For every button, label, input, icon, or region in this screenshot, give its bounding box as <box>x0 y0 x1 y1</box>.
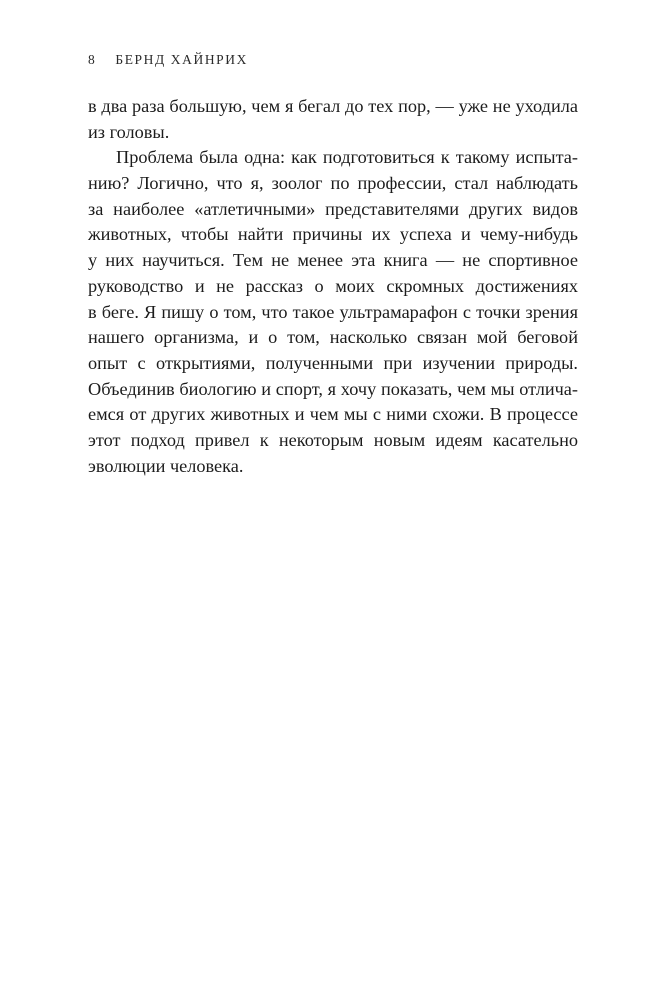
text-line: в беге. Я пишу о том, что такое ультрамарафон с точки зрения <box>88 301 578 322</box>
text-line: в два раза большую, чем я бегал до тех пор, — уже не уходила <box>88 96 578 116</box>
text-line: из головы. <box>88 121 170 142</box>
text-line: у них научиться. Тем не менее эта книга — не спортивное <box>88 250 578 271</box>
text-line: нашего организма, и о том, насколько связан мой беговой <box>88 327 578 348</box>
text-line: руководство и не рассказ о моих скромных достижениях <box>88 275 578 296</box>
text-line: за наиболее «атлетичными» представителями других видов <box>88 198 578 219</box>
text-line: животных, чтобы найти причины их успеха и чему-нибудь <box>88 224 578 245</box>
body-text <box>88 94 578 479</box>
author-name: БЕРНД ХАЙНРИХ <box>115 52 248 67</box>
text-line: эволюции человека. <box>88 455 244 476</box>
text-line: нию? Логично, что я, зоолог по профессии, стал наблюдать <box>88 173 578 194</box>
running-head <box>88 52 248 68</box>
text-line: Объединив биологию и спорт, я хочу показать, чем мы отлича- <box>88 378 578 399</box>
page-number: 8 <box>88 52 97 67</box>
text-line: этот подход привел к некоторым новым идеям касательно <box>88 429 578 450</box>
text-line: емся от других животных и чем мы с ними схожи. В процессе <box>88 404 578 425</box>
text-line: опыт с открытиями, полученными при изучении природы. <box>88 352 578 373</box>
text-line: Проблема была одна: как подготовиться к такому испыта- <box>116 147 578 168</box>
